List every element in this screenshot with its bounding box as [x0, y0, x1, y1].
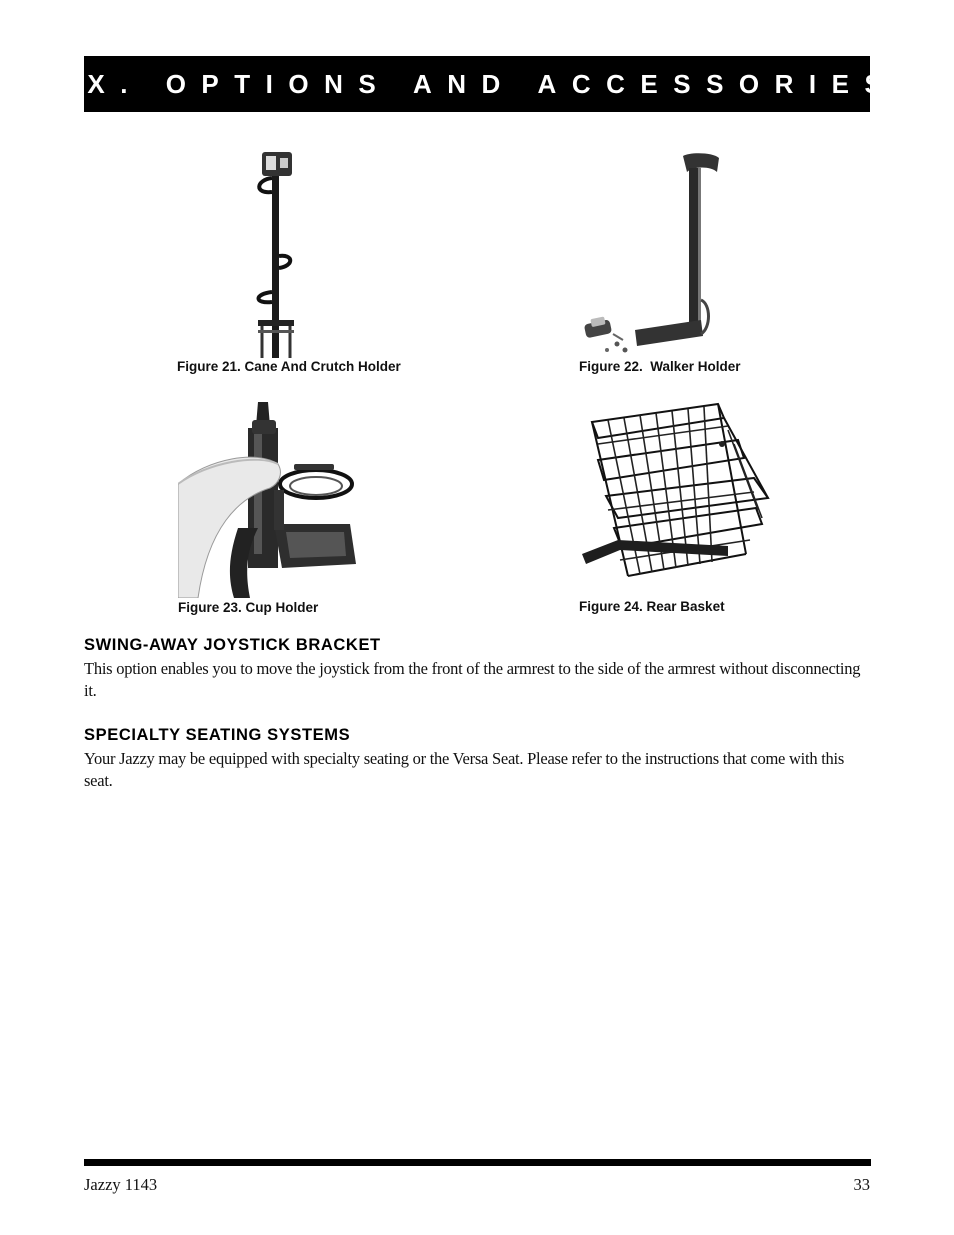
footer-model-name: Jazzy 1143: [84, 1175, 158, 1194]
section-heading-joystick-bracket: SWING-AWAY JOYSTICK BRACKET: [84, 636, 381, 654]
section-body-joystick-bracket: This option enables you to move the joystick from the front of the armrest to the side of the armrest without disconnecting it.: [84, 659, 861, 700]
chapter-header: [64, 56, 898, 112]
footer-rule: [84, 1159, 871, 1166]
section-heading-specialty-seating: SPECIALTY SEATING SYSTEMS: [84, 726, 351, 744]
figure-21-caption: Figure 21. Cane And Crutch Holder: [177, 359, 401, 374]
figure-23-caption: Figure 23. Cup Holder: [178, 600, 319, 615]
page-number: 33: [853, 1175, 870, 1194]
figure-24-caption: Figure 24. Rear Basket: [579, 599, 725, 614]
chapter-title: IX. OPTIONS AND ACCESSORIES: [64, 68, 898, 99]
section-body-specialty-seating: Your Jazzy may be equipped with specialty seating or the Versa Seat. Please refer to the instructions that come with this seat.: [84, 749, 845, 790]
figure-21-image: [236, 148, 316, 360]
figure-23-image: [178, 398, 363, 598]
figure-24-image: [578, 400, 774, 596]
figure-22-caption: Figure 22. Walker Holder: [579, 359, 741, 374]
figure-22-image: [577, 152, 727, 357]
